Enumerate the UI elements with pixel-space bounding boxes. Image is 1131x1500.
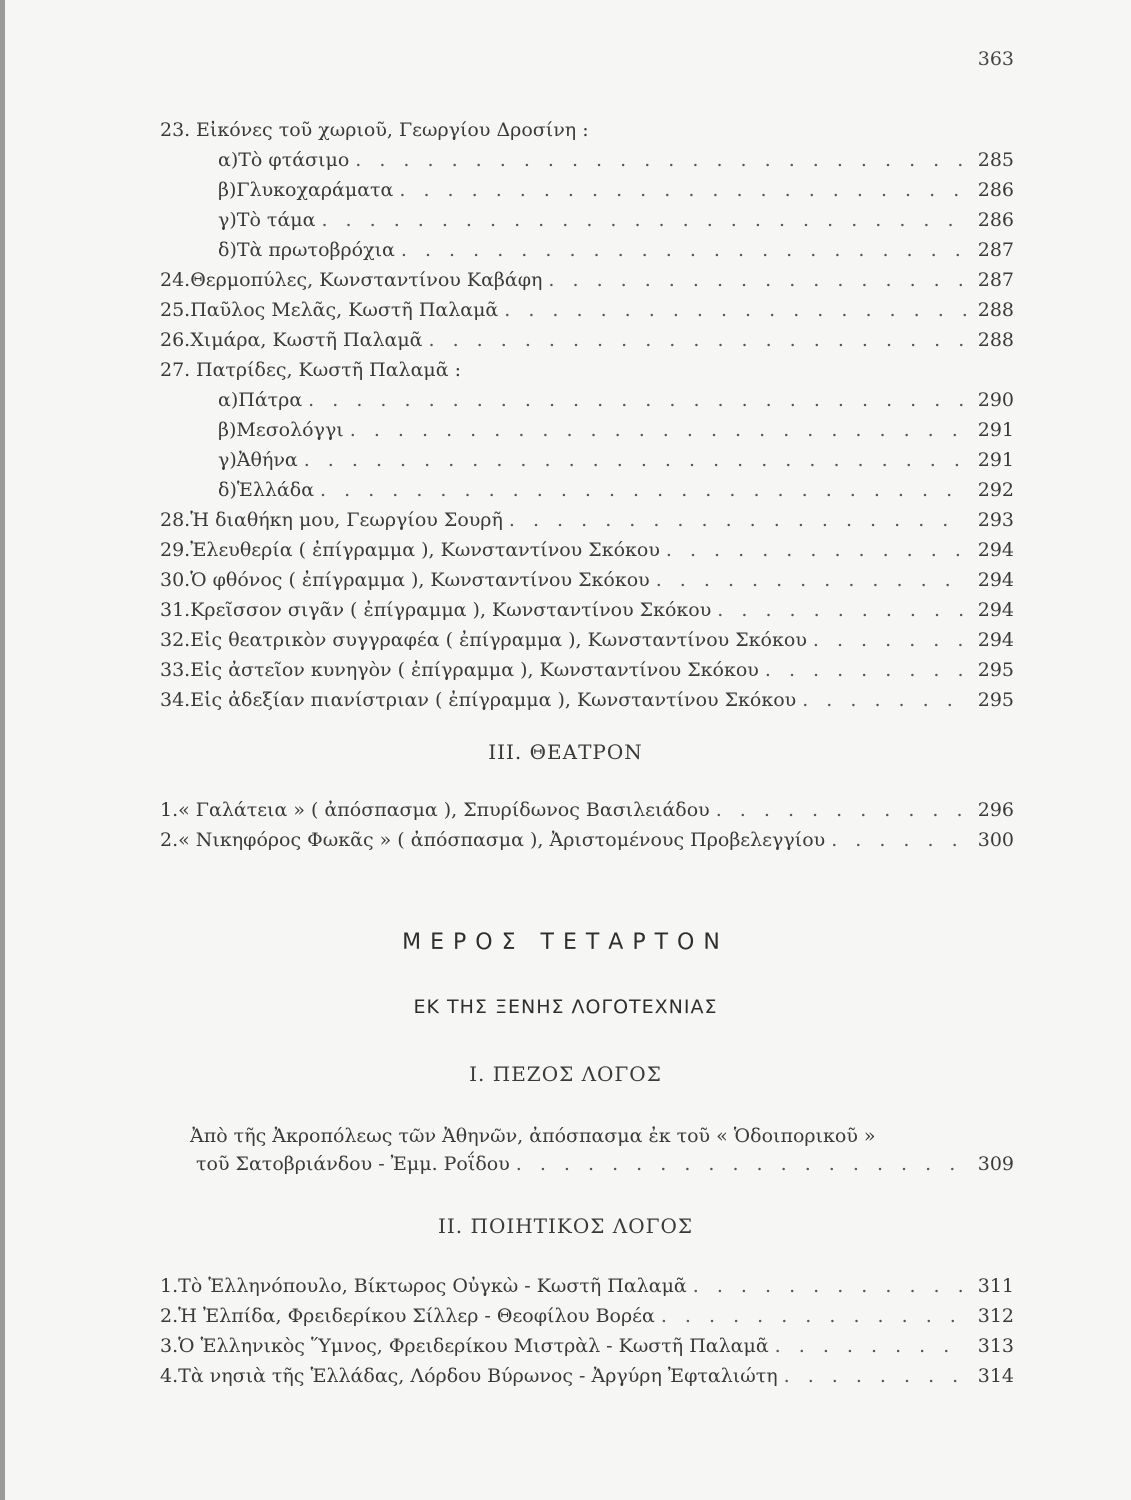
toc-entry xyxy=(218,476,1014,504)
entry-page: 294 xyxy=(977,569,1014,591)
entry-page: 314 xyxy=(977,1365,1014,1387)
entry-page: 288 xyxy=(977,299,1014,321)
entry-page: 295 xyxy=(977,659,1014,681)
section-title-prose: I. ΠΕΖΟΣ ΛΟΓΟΣ xyxy=(469,1062,662,1086)
dot-leader xyxy=(399,176,968,204)
toc-entry xyxy=(160,1272,1014,1300)
toc-entry xyxy=(218,236,1014,264)
entry-number: 1. xyxy=(160,799,179,821)
toc-entry xyxy=(160,596,1014,624)
dot-leader xyxy=(693,1272,968,1300)
dot-leader xyxy=(355,146,968,174)
entry-title: Ἡ διαθήκη μου, Γεωργίου Σουρῆ xyxy=(190,509,503,531)
entry-number: 24. xyxy=(160,269,191,291)
dot-leader xyxy=(516,1150,968,1178)
entry-page: 313 xyxy=(977,1335,1014,1357)
dot-leader xyxy=(716,796,968,824)
dot-leader xyxy=(656,566,968,594)
entry-title: Ὁ φθόνος ( ἐπίγραμμα ), Κωνσταντίνου Σκόκου xyxy=(190,569,650,591)
dot-leader xyxy=(661,1302,968,1330)
toc-entry xyxy=(160,1302,1014,1330)
dot-leader xyxy=(304,446,968,474)
entry-title: Πάτρα xyxy=(238,389,303,411)
part-subtitle: ΕΚ ΤΗΣ ΞΕΝΗΣ ΛΟΓΟΤΕΧΝΙΑΣ xyxy=(413,996,718,1018)
entry-title: Εἰς ἀδεξίαν πιανίστριαν ( ἐπίγραμμα ), Κωνσταντίνου Σκόκου xyxy=(190,689,797,711)
entry-number: 2. xyxy=(160,1305,179,1327)
toc-entry xyxy=(160,686,1014,714)
entry-number: 32. xyxy=(160,629,191,651)
entry-title: Εἰκόνες τοῦ χωριοῦ, Γεωργίου Δροσίνη : xyxy=(196,119,589,141)
dot-leader xyxy=(548,266,968,294)
dot-leader xyxy=(429,326,969,354)
entry-number: 1. xyxy=(160,1275,179,1297)
entry-page: 291 xyxy=(977,419,1014,441)
entry-number: α) xyxy=(218,149,239,171)
entry-title: Τὸ τάμα xyxy=(236,209,316,231)
entry-title: Τὰ νησιὰ τῆς Ἑλλάδας, Λόρδου Βύρωνος - Ἀργύρη Ἐφταλιώτη xyxy=(178,1365,778,1387)
entry-title: Τὰ πρωτοβρόχια xyxy=(236,239,395,261)
toc-entry xyxy=(218,416,1014,444)
toc-entry xyxy=(196,1150,1014,1178)
entry-number: δ) xyxy=(218,479,237,501)
toc-entry xyxy=(160,1332,1014,1360)
dot-leader xyxy=(509,506,968,534)
entry-number: α) xyxy=(218,389,239,411)
entry-page: 286 xyxy=(977,179,1014,201)
entry-number: β) xyxy=(218,419,237,441)
entry-title: Μεσολόγγι xyxy=(236,419,344,441)
dot-leader xyxy=(320,476,968,504)
entry-page: 309 xyxy=(977,1153,1014,1175)
entry-number: δ) xyxy=(218,239,237,261)
section-title-theatre: III. ΘΕΑΤΡΟΝ xyxy=(488,740,643,764)
toc-entry xyxy=(160,356,1020,384)
entry-number: 31. xyxy=(160,599,191,621)
entry-title: Τὸ φτάσιμο xyxy=(238,149,350,171)
entry-title: Πατρίδες, Κωστῆ Παλαμᾶ : xyxy=(196,359,462,381)
entry-title: « Νικηφόρος Φωκᾶς » ( ἀπόσπασμα ), Ἀριστομένους Προβελεγγίου xyxy=(178,829,826,851)
entry-title: Εἰς θεατρικὸν συγγραφέα ( ἐπίγραμμα ), Κωνσταντίνου Σκόκου xyxy=(190,629,807,651)
toc-entry xyxy=(218,446,1014,474)
dot-leader xyxy=(784,1362,968,1390)
entry-page: 312 xyxy=(977,1305,1014,1327)
part-title: ΜΕΡΟΣ ΤΕΤΑΡΤΟΝ xyxy=(402,930,729,955)
entry-page: 287 xyxy=(977,239,1014,261)
toc-entry xyxy=(160,506,1014,534)
entry-page: 291 xyxy=(977,449,1014,471)
toc-entry xyxy=(160,626,1014,654)
entry-number: 25. xyxy=(160,299,191,321)
page-number: 363 xyxy=(977,48,1014,70)
dot-leader xyxy=(321,206,968,234)
entry-title: Χιμάρα, Κωστῆ Παλαμᾶ xyxy=(190,329,423,351)
entry-page: 294 xyxy=(977,629,1014,651)
entry-number: 27. xyxy=(160,359,191,381)
entry-title: Παῦλος Μελᾶς, Κωστῆ Παλαμᾶ xyxy=(190,299,499,321)
entry-number: 2. xyxy=(160,829,179,851)
entry-page: 300 xyxy=(977,829,1014,851)
entry-page: 294 xyxy=(977,539,1014,561)
entry-number: 3. xyxy=(160,1335,179,1357)
toc-entry xyxy=(218,176,1014,204)
toc-entry xyxy=(160,796,1014,824)
toc-entry xyxy=(160,656,1014,684)
dot-leader xyxy=(765,656,968,684)
dot-leader xyxy=(504,296,968,324)
entry-title: « Γαλάτεια » ( ἀπόσπασμα ), Σπυρίδωνος Βασιλειάδου xyxy=(178,799,710,821)
dot-leader xyxy=(717,596,968,624)
entry-page: 288 xyxy=(977,329,1014,351)
entry-title: Ὁ Ἑλληνικὸς Ὕμνος, Φρειδερίκου Μιστρὰλ - Κωστῆ Παλαμᾶ xyxy=(178,1335,769,1357)
toc-entry xyxy=(218,146,1014,174)
section-title-poetry: II. ΠΟΙΗΤΙΚΟΣ ΛΟΓΟΣ xyxy=(437,1214,694,1238)
toc-entry xyxy=(160,296,1014,324)
entry-page: 286 xyxy=(977,209,1014,231)
toc-entry xyxy=(160,566,1014,594)
dot-leader xyxy=(401,236,968,264)
entry-title: Ἐλευθερία ( ἐπίγραμμα ), Κωνσταντίνου Σκόκου xyxy=(190,539,660,561)
toc-entry xyxy=(160,1362,1014,1390)
entry-title: Θερμοπύλες, Κωνσταντίνου Καβάφη xyxy=(190,269,543,291)
entry-page: 285 xyxy=(977,149,1014,171)
dot-leader xyxy=(775,1332,968,1360)
entry-title: Κρεῖσσον σιγᾶν ( ἐπίγραμμα ), Κωνσταντίνου Σκόκου xyxy=(190,599,712,621)
dot-leader xyxy=(831,826,968,854)
dot-leader xyxy=(308,386,968,414)
entry-number: 26. xyxy=(160,329,191,351)
entry-page: 292 xyxy=(977,479,1014,501)
toc-entry xyxy=(218,386,1014,414)
entry-number: β) xyxy=(218,179,237,201)
entry-number: 34. xyxy=(160,689,191,711)
entry-number: 33. xyxy=(160,659,191,681)
prose-entry-line1: Ἀπὸ τῆς Ἀκροπόλεως τῶν Ἀθηνῶν, ἀπόσπασμα ἐκ τοῦ « Ὁδοιπορικοῦ » xyxy=(190,1125,876,1147)
dot-leader xyxy=(813,626,968,654)
entry-number: γ) xyxy=(218,209,237,231)
entry-number: 28. xyxy=(160,509,191,531)
entry-page: 296 xyxy=(977,799,1014,821)
entry-title: Ἑλλάδα xyxy=(236,479,315,501)
entry-page: 311 xyxy=(977,1275,1014,1297)
entry-title: Ἀθήνα xyxy=(236,449,298,471)
entry-title: Ἡ Ἐλπίδα, Φρειδερίκου Σίλλερ - Θεοφίλου Βορέα xyxy=(178,1305,655,1327)
entry-page: 290 xyxy=(977,389,1014,411)
dot-leader xyxy=(350,416,968,444)
entry-title: Εἰς ἀστεῖον κυνηγὸν ( ἐπίγραμμα ), Κωνσταντίνου Σκόκου xyxy=(190,659,759,681)
toc-entry xyxy=(218,206,1014,234)
entry-number: γ) xyxy=(218,449,237,471)
entry-page: 287 xyxy=(977,269,1014,291)
entry-number: 30. xyxy=(160,569,191,591)
entry-number: 29. xyxy=(160,539,191,561)
entry-page: 295 xyxy=(977,689,1014,711)
toc-entry xyxy=(160,116,1020,144)
dot-leader xyxy=(666,536,968,564)
entry-title: Γλυκοχαράματα xyxy=(236,179,394,201)
toc-entry xyxy=(160,826,1014,854)
toc-entry xyxy=(160,536,1014,564)
entry-title: Τὸ Ἑλληνόπουλο, Βίκτωρος Οὐγκὼ - Κωστῆ Παλαμᾶ xyxy=(178,1275,687,1297)
entry-page: 293 xyxy=(977,509,1014,531)
entry-number: 23. xyxy=(160,119,191,141)
entry-page: 294 xyxy=(977,599,1014,621)
toc-entry xyxy=(160,266,1014,294)
entry-number: 4. xyxy=(160,1365,179,1387)
toc-entry xyxy=(160,326,1014,354)
dot-leader xyxy=(802,686,968,714)
entry-title: τοῦ Σατοβριάνδου - Ἐμμ. Ροΐδου xyxy=(196,1153,510,1175)
